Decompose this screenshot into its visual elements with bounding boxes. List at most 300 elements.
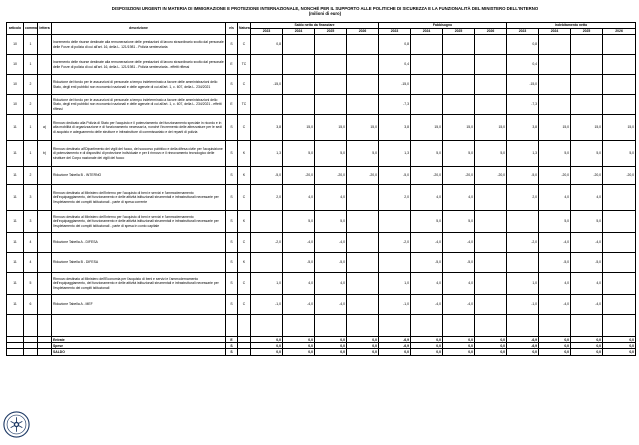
cell-value: 0,0: [571, 337, 603, 343]
cell-value: -20,0: [315, 167, 347, 185]
cell-value: 4,0: [539, 185, 571, 211]
cell-descrizione: Riduzione del fondo per le assunzioni di personale a tempo indeterminato a favore delle amministrazioni dello Stato, degli enti pubblici non economici nazionali e delle agenzie di cui all'art. 1, c. 607, della L. 234/2021 - effetti riflessi: [52, 95, 226, 115]
cell-value: [603, 55, 636, 75]
cell-value: 0,0: [315, 343, 347, 349]
cell-value: 0,0: [283, 343, 315, 349]
cell-value: [475, 185, 507, 211]
cell-value: -6,9: [379, 343, 411, 349]
empty-cell: [443, 315, 475, 337]
cell-es: S: [226, 185, 238, 211]
cell-descrizione: Rinnovo dedicato alla Polizia di Stato per l'acquisto e il potenziamento del funzionamento speciale in ricordo e in alta mobilità di organizzazione e di funzionamento necessari a, nonché l'incremento delle attrezzature per le sedi di acquisto e adeguamento delle strutture e infrastrutture di commissariato e dei reparti di polizia: [52, 115, 226, 141]
cell-value: 0,0: [443, 349, 475, 355]
table-row: [7, 233, 636, 253]
cell-comma: 4: [24, 233, 38, 253]
cell-comma: 3: [24, 211, 38, 233]
cell-value: -4,0: [443, 233, 475, 253]
cell-articolo: 11: [7, 253, 24, 273]
col-articolo: articolo: [7, 23, 24, 35]
document-title: [95, 6, 555, 16]
cell-value: -2,0: [379, 233, 411, 253]
group-saldo-netto: Saldo netto da finanziare: [251, 23, 379, 29]
empty-cell: [238, 349, 251, 355]
empty-cell: [226, 315, 238, 337]
cell-value: -15,0: [507, 75, 539, 95]
cell-value: 5,0: [443, 141, 475, 167]
cell-value: [315, 75, 347, 95]
cell-descrizione: Rinnovo destinato all'Dipartimento dei vigili del fuoco, del soccorso pubblico e della difesa civile per l'acquisizione di potenziamento e di dispositivi di protezione individuale e per il rinnovo e il rinnovamento tecnologico delle strutture del Corpo nazionale dei vigili del fuoco: [52, 141, 226, 167]
cell-value: 0,0: [603, 349, 636, 355]
cell-value: -5,0: [379, 167, 411, 185]
cell-natura: C: [238, 295, 251, 315]
cell-value: -20,0: [443, 167, 475, 185]
empty-cell: [571, 315, 603, 337]
cell-comma: 4: [24, 253, 38, 273]
cell-value: 4,0: [571, 185, 603, 211]
empty-cell: [475, 315, 507, 337]
group-indebitamento: Indebitamento netto: [507, 23, 636, 29]
empty-cell: [38, 349, 52, 355]
cell-descrizione: Riduzione Tabella A - DIFESA: [52, 233, 226, 253]
cell-value: -4,0: [571, 295, 603, 315]
table-row: [7, 253, 636, 273]
cell-value: [603, 35, 636, 55]
cell-value: 0,0: [475, 337, 507, 343]
table-row: [7, 55, 636, 75]
cell-value: 1,0: [379, 273, 411, 295]
cell-value: 0,0: [411, 337, 443, 343]
cell-value: [539, 35, 571, 55]
cell-value: [379, 253, 411, 273]
cell-value: 0,0: [539, 337, 571, 343]
cell-value: -5,0: [443, 253, 475, 273]
cell-value: [315, 35, 347, 55]
cell-value: 2,0: [379, 185, 411, 211]
cell-value: -5,0: [411, 253, 443, 273]
cell-descrizione: Incremento delle risorse destinate alla remunerazione delle prestazioni di lavoro straordinario svolto dal personale delle Forze di polizia di cui all'art. 16, della L. 121/1981 - Polizia sentenziaria - effetti riflessi: [52, 55, 226, 75]
cell-value: 4,0: [411, 185, 443, 211]
cell-value: -20,0: [539, 167, 571, 185]
cell-descrizione: Riduzione Tabella B - INTERNO: [52, 167, 226, 185]
cell-value: [283, 75, 315, 95]
cell-comma: 6: [24, 295, 38, 315]
cell-value: 0,0: [571, 343, 603, 349]
cell-value: 0,0: [347, 343, 379, 349]
cell-value: [603, 295, 636, 315]
empty-cell: [411, 315, 443, 337]
empty-cell: [539, 315, 571, 337]
cell-value: 0,0: [443, 343, 475, 349]
cell-lettera: [38, 211, 52, 233]
empty-cell: [603, 315, 636, 337]
cell-value: [475, 95, 507, 115]
cell-value: [347, 273, 379, 295]
cell-value: 5,0: [283, 211, 315, 233]
cell-value: -20,0: [283, 167, 315, 185]
cell-value: 4,0: [443, 185, 475, 211]
cell-value: 5,0: [571, 211, 603, 233]
cell-articolo: 10: [7, 75, 24, 95]
col-natura: Natura: [238, 23, 251, 35]
totals-row: [7, 349, 636, 355]
cell-es: S: [226, 211, 238, 233]
cell-value: [347, 75, 379, 95]
cell-value: [571, 75, 603, 95]
empty-cell: [379, 315, 411, 337]
cell-value: 0,0: [603, 343, 636, 349]
cell-descrizione: Incremento delle risorse destinate alla remunerazione delle prestazioni di lavoro straordinario svolto dal personale delle Forze di polizia di cui all'art. 16, della L. 121/1981 - Polizia sentenziaria: [52, 35, 226, 55]
cell-comma: 1: [24, 55, 38, 75]
table-row: [7, 141, 636, 167]
cell-value: -5,0: [251, 167, 283, 185]
cell-value: -5,0: [539, 253, 571, 273]
cell-value: -4,0: [283, 233, 315, 253]
table-row: [7, 273, 636, 295]
cell-value: -15,0: [379, 75, 411, 95]
cell-value: -1,0: [379, 295, 411, 315]
cell-value: 0,0: [251, 349, 283, 355]
cell-natura: C: [238, 115, 251, 141]
cell-articolo: 11: [7, 295, 24, 315]
cell-value: 4,0: [411, 273, 443, 295]
cell-value: 15,0: [411, 115, 443, 141]
cell-value: 15,0: [571, 115, 603, 141]
empty-cell: [283, 315, 315, 337]
totals-label: Spese: [52, 343, 226, 349]
cell-articolo: 11: [7, 115, 24, 141]
year-header: 2023: [379, 29, 411, 35]
financial-effects-table: [6, 22, 636, 356]
cell-value: -2,0: [251, 233, 283, 253]
cell-articolo: 11: [7, 233, 24, 253]
cell-value: -20,0: [571, 167, 603, 185]
cell-value: [507, 211, 539, 233]
cell-value: 2,0: [251, 185, 283, 211]
cell-value: -20,0: [411, 167, 443, 185]
cell-articolo: 11: [7, 185, 24, 211]
cell-value: [443, 55, 475, 75]
cell-natura: C: [238, 75, 251, 95]
cell-value: [347, 253, 379, 273]
cell-natura: C: [238, 273, 251, 295]
totals-es: E: [226, 337, 238, 343]
cell-comma: 2: [24, 95, 38, 115]
cell-value: -4,0: [443, 295, 475, 315]
year-header: 2024: [283, 29, 315, 35]
cell-lettera: [38, 295, 52, 315]
group-fabbisogno: Fabbisogno: [379, 23, 507, 29]
cell-lettera: [38, 253, 52, 273]
empty-cell: [251, 315, 283, 337]
cell-lettera: [38, 95, 52, 115]
cell-lettera: [38, 185, 52, 211]
cell-value: -2,0: [507, 233, 539, 253]
cell-value: [411, 55, 443, 75]
cell-value: 0,0: [251, 337, 283, 343]
cell-value: 4,0: [539, 273, 571, 295]
cell-value: 15,0: [443, 115, 475, 141]
cell-value: 0,0: [315, 337, 347, 343]
cell-value: [347, 185, 379, 211]
cell-es: S: [226, 295, 238, 315]
cell-value: 15,0: [475, 115, 507, 141]
cell-value: [475, 35, 507, 55]
cell-value: 4,0: [283, 185, 315, 211]
table-body: [7, 35, 636, 356]
cell-natura: TC: [238, 55, 251, 75]
cell-value: -4,0: [315, 295, 347, 315]
cell-value: [251, 95, 283, 115]
cell-value: [475, 233, 507, 253]
cell-value: 5,0: [283, 141, 315, 167]
cell-value: -1,0: [251, 295, 283, 315]
col-es: e/s: [226, 23, 238, 35]
cell-value: 0,0: [379, 349, 411, 355]
cell-value: 1,0: [507, 273, 539, 295]
cell-value: [379, 211, 411, 233]
year-header: 2024: [539, 29, 571, 35]
cell-value: -20,0: [347, 167, 379, 185]
cell-value: [411, 35, 443, 55]
cell-es: E: [226, 95, 238, 115]
empty-cell: [238, 315, 251, 337]
cell-value: -4,0: [411, 295, 443, 315]
cell-lettera: a): [38, 115, 52, 141]
cell-comma: 1: [24, 141, 38, 167]
cell-value: [283, 95, 315, 115]
cell-es: S: [226, 141, 238, 167]
empty-cell: [315, 315, 347, 337]
cell-articolo: 10: [7, 95, 24, 115]
cell-value: 0,0: [347, 337, 379, 343]
cell-value: 5,0: [443, 211, 475, 233]
table-row: [7, 167, 636, 185]
cell-natura: K: [238, 253, 251, 273]
cell-value: 1,3: [379, 141, 411, 167]
cell-value: [347, 55, 379, 75]
cell-value: 0,8: [379, 35, 411, 55]
cell-lettera: [38, 55, 52, 75]
cell-es: S: [226, 167, 238, 185]
cell-natura: C: [238, 35, 251, 55]
cell-lettera: [38, 273, 52, 295]
cell-comma: 5: [24, 273, 38, 295]
cell-value: 5,0: [411, 211, 443, 233]
empty-cell: [24, 349, 38, 355]
cell-natura: C: [238, 233, 251, 253]
cell-value: [411, 75, 443, 95]
cell-descrizione: Rinnovo destinato al Ministero dell'Interno per l'acquisto di beni e servizi e l'ammodernamento dell'equipaggiamento, del funzionamento e delle attività istituzionali strumentali e infrastrutturali necessarie per l'espletamento dei compiti istituzionali - parte di spesa corrente: [52, 185, 226, 211]
cell-value: 0,0: [539, 343, 571, 349]
cell-value: -4,0: [315, 233, 347, 253]
cell-value: -4,0: [411, 233, 443, 253]
cell-value: 5,0: [411, 141, 443, 167]
cell-value: [475, 75, 507, 95]
cell-value: [443, 95, 475, 115]
cell-value: [571, 95, 603, 115]
cell-value: [347, 233, 379, 253]
cell-value: [283, 55, 315, 75]
cell-value: 5,0: [539, 211, 571, 233]
cell-value: 0,0: [475, 349, 507, 355]
cell-value: [475, 273, 507, 295]
cell-value: 0,0: [283, 337, 315, 343]
cell-value: 1,3: [507, 141, 539, 167]
year-header: 2023: [507, 29, 539, 35]
cell-value: 15,0: [283, 115, 315, 141]
cell-value: -6,9: [379, 337, 411, 343]
table-row: [7, 211, 636, 233]
cell-value: -5,0: [571, 253, 603, 273]
cell-value: -4,0: [283, 295, 315, 315]
year-header: 2026: [475, 29, 507, 35]
cell-value: [283, 35, 315, 55]
table-row: [7, 35, 636, 55]
year-header: 2024: [411, 29, 443, 35]
cell-value: 0,0: [507, 349, 539, 355]
cell-descrizione: Rinnovo destinato al Ministero dell'Interno per l'acquisto di beni e servizi e l'ammodernamento dell'equipaggiamento, del funzionamento e delle attività istituzionali strumentali e infrastrutturali necessarie per l'espletamento dei compiti istituzionali - parte di spesa in conto capitale: [52, 211, 226, 233]
cell-value: 0,0: [411, 343, 443, 349]
cell-articolo: 11: [7, 141, 24, 167]
cell-value: [315, 95, 347, 115]
empty-cell: [52, 315, 226, 337]
empty-cell: [24, 315, 38, 337]
cell-value: 5,0: [475, 141, 507, 167]
empty-cell: [347, 315, 379, 337]
cell-value: [347, 95, 379, 115]
cell-articolo: 11: [7, 211, 24, 233]
totals-label: Entrate: [52, 337, 226, 343]
cell-value: [411, 95, 443, 115]
cell-descrizione: Rinnovo destinato al Ministero dell'Economia per l'acquisto di beni e servizi e l'ammodernamento dell'equipaggiamento, del funzionamento e delle attività istituzionali strumentali e infrastrutturali necessarie per l'espletamento dei compiti istituzionali: [52, 273, 226, 295]
cell-value: [475, 253, 507, 273]
col-comma: comma: [24, 23, 38, 35]
cell-value: [251, 211, 283, 233]
cell-value: -4,0: [539, 233, 571, 253]
col-lettera: lettera: [38, 23, 52, 35]
cell-natura: K: [238, 211, 251, 233]
cell-value: 15,0: [603, 115, 636, 141]
cell-value: -5,0: [315, 253, 347, 273]
cell-value: 0,0: [315, 349, 347, 355]
spacer-row: [7, 315, 636, 337]
cell-value: [539, 75, 571, 95]
cell-value: 15,0: [347, 115, 379, 141]
year-header: 2023: [251, 29, 283, 35]
cell-lettera: [38, 35, 52, 55]
year-header: 2025: [315, 29, 347, 35]
cell-value: 1,3: [251, 141, 283, 167]
cell-value: [571, 55, 603, 75]
cell-es: S: [226, 115, 238, 141]
cell-comma: 3: [24, 185, 38, 211]
cell-value: [603, 233, 636, 253]
cell-value: [347, 295, 379, 315]
cell-value: -1,0: [507, 295, 539, 315]
cell-value: [251, 55, 283, 75]
cell-value: 5,0: [347, 141, 379, 167]
cell-value: [475, 55, 507, 75]
cell-value: -7,3: [507, 95, 539, 115]
cell-value: 0,0: [347, 349, 379, 355]
cell-value: -4,0: [539, 295, 571, 315]
cell-value: 4,0: [315, 273, 347, 295]
cell-value: 3,8: [379, 115, 411, 141]
title-units: (milioni di euro): [308, 11, 342, 17]
cell-es: S: [226, 273, 238, 295]
cell-value: 0,0: [571, 349, 603, 355]
cell-value: [443, 35, 475, 55]
cell-value: 5,0: [315, 211, 347, 233]
cell-value: -20,0: [603, 167, 636, 185]
cell-value: 0,0: [539, 349, 571, 355]
cell-lettera: [38, 233, 52, 253]
cell-value: [539, 95, 571, 115]
empty-cell: [7, 349, 24, 355]
cell-comma: 1: [24, 35, 38, 55]
cell-value: [603, 253, 636, 273]
cell-value: [603, 95, 636, 115]
title-main: DISPOSIZIONI URGENTI IN MATERIA DI IMMIGRAZIONE E PROTEZIONE INTERNAZIONALE, NONCHÉ PER IL SUPPORTO ALLE POLITICHE DI SICUREZZA E LA FUNZIONALITÀ DEL MINISTERO DELL'INTERNO: [111, 6, 539, 11]
cell-descrizione: Riduzione Tabella A - MEF: [52, 295, 226, 315]
cell-value: 0,0: [443, 337, 475, 343]
cell-articolo: 11: [7, 167, 24, 185]
cell-value: [603, 273, 636, 295]
cell-value: [603, 211, 636, 233]
year-header: 2026: [347, 29, 379, 35]
cell-value: [603, 185, 636, 211]
state-seal-icon: [3, 411, 30, 438]
year-header: 2025: [571, 29, 603, 35]
cell-value: 2,0: [507, 185, 539, 211]
cell-value: [603, 75, 636, 95]
table-row: [7, 185, 636, 211]
cell-value: [251, 253, 283, 273]
cell-value: 0,0: [603, 337, 636, 343]
cell-natura: K: [238, 167, 251, 185]
cell-natura: K: [238, 141, 251, 167]
year-header: 2025: [443, 29, 475, 35]
cell-comma: 1: [24, 115, 38, 141]
empty-cell: [38, 315, 52, 337]
cell-value: 0,0: [411, 349, 443, 355]
col-descrizione: descrizione: [52, 23, 226, 35]
cell-value: [347, 35, 379, 55]
cell-value: 3,8: [251, 115, 283, 141]
cell-value: 1,0: [251, 273, 283, 295]
cell-value: 5,0: [603, 141, 636, 167]
cell-articolo: 10: [7, 35, 24, 55]
cell-value: -5,0: [283, 253, 315, 273]
cell-lettera: [38, 167, 52, 185]
cell-comma: 2: [24, 75, 38, 95]
cell-value: 4,0: [283, 273, 315, 295]
cell-value: [475, 295, 507, 315]
cell-es: S: [226, 253, 238, 273]
cell-natura: TC: [238, 95, 251, 115]
cell-es: E: [226, 55, 238, 75]
cell-value: -6,9: [507, 343, 539, 349]
table-row: [7, 115, 636, 141]
cell-value: -5,0: [507, 167, 539, 185]
cell-value: 4,0: [571, 273, 603, 295]
totals-label: SALDO: [52, 349, 226, 355]
cell-value: [443, 75, 475, 95]
cell-value: 5,0: [571, 141, 603, 167]
cell-value: -6,9: [507, 337, 539, 343]
cell-es: S: [226, 233, 238, 253]
cell-value: -4,0: [571, 233, 603, 253]
cell-natura: C: [238, 185, 251, 211]
